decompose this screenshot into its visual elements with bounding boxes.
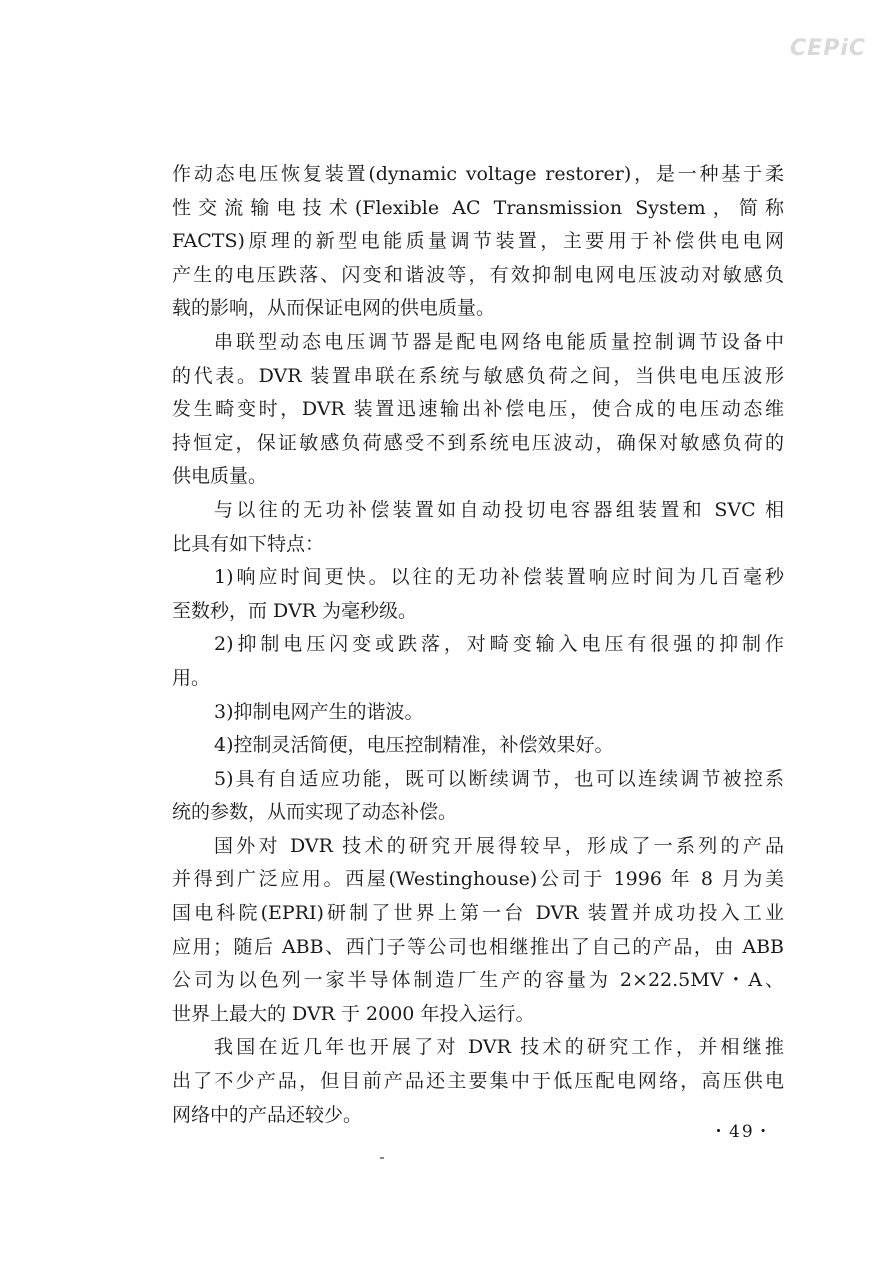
scan-artifact (380, 1157, 384, 1159)
paragraph (172, 729, 784, 763)
text-line: 串联型动态电压调节器是配电网络电能质量控制调节设备中 (214, 330, 784, 353)
paragraph (172, 1031, 784, 1132)
text-line: 载的影响，从而保证电网的供电质量。 (172, 297, 496, 320)
text-line: 并得到广泛应用。西屋(Westinghouse)公司于 1996 年 8 月为美 (172, 868, 784, 891)
text-line: 应用；随后 ABB、西门子等公司也相继推出了自己的产品，由 ABB (172, 935, 784, 958)
text-line: 国电科院(EPRI)研制了世界上第一台 DVR 装置并成功投入工业 (172, 902, 784, 925)
page-number: ・49・ (710, 1122, 774, 1142)
text-line: 用。 (172, 666, 211, 689)
paragraph (172, 628, 784, 695)
text-line: 比具有如下特点： (172, 532, 325, 555)
publisher-watermark: CEPiC (790, 36, 866, 61)
text-line: 国外对 DVR 技术的研究开展得较早，形成了一系列的产品 (214, 834, 784, 857)
text-line: 的代表。DVR 装置串联在系统与敏感负荷之间，当供电电压波形 (172, 364, 784, 387)
paragraph (172, 494, 784, 561)
body-text (172, 158, 784, 1132)
text-line: 5)具有自适应功能，既可以断续调节，也可以连续调节被控系 (214, 767, 784, 790)
text-line: 世界上最大的 DVR 于 2000 年投入运行。 (172, 1002, 535, 1025)
text-line: 3)抑制电网产生的谐波。 (214, 700, 424, 723)
text-line: 统的参数，从而实现了动态补偿。 (172, 801, 458, 824)
text-line: 我国在近几年也开展了对 DVR 技术的研究工作，并相继推 (214, 1036, 784, 1059)
text-line: 发生畸变时，DVR 装置迅速输出补偿电压，使合成的电压动态维 (172, 398, 784, 421)
text-line: FACTS)原理的新型电能质量调节装置，主要用于补偿供电电网 (172, 230, 784, 253)
paragraph (172, 696, 784, 730)
text-line: 作动态电压恢复装置(dynamic voltage restorer)，是一种基于柔 (172, 163, 784, 185)
text-line: 供电质量。 (172, 465, 268, 488)
text-line: 公司为以色列一家半导体制造厂生产的容量为 2×22.5MV・A、 (172, 969, 784, 992)
text-line: 2)抑制电压闪变或跌落，对畸变输入电压有很强的抑制作 (214, 633, 784, 656)
text-line: 网络中的产品还较少。 (172, 1103, 363, 1126)
text-line: 产生的电压跌落、闪变和谐波等，有效抑制电网电压波动对敏感负 (172, 263, 784, 286)
text-line: 至数秒，而 DVR 为毫秒级。 (172, 599, 418, 622)
text-line: 出了不少产品，但目前产品还主要集中于低压配电网络，高压供电 (172, 1070, 784, 1093)
paragraph (172, 326, 784, 494)
paragraph (172, 763, 784, 830)
text-line: 持恒定，保证敏感负荷感受不到系统电压波动，确保对敏感负荷的 (172, 431, 784, 454)
text-line: 性交流输电技术(Flexible AC Transmission System，简称 (172, 196, 784, 219)
paragraph (172, 561, 784, 628)
text-line: 1)响应时间更快。以往的无功补偿装置响应时间为几百毫秒 (214, 566, 784, 589)
text-line: 4)控制灵活简便，电压控制精准，补偿效果好。 (214, 734, 614, 757)
paragraph (172, 830, 784, 1032)
text-line: 与以往的无功补偿装置如自动投切电容器组装置和 SVC 相 (214, 498, 784, 521)
paragraph (172, 158, 784, 326)
